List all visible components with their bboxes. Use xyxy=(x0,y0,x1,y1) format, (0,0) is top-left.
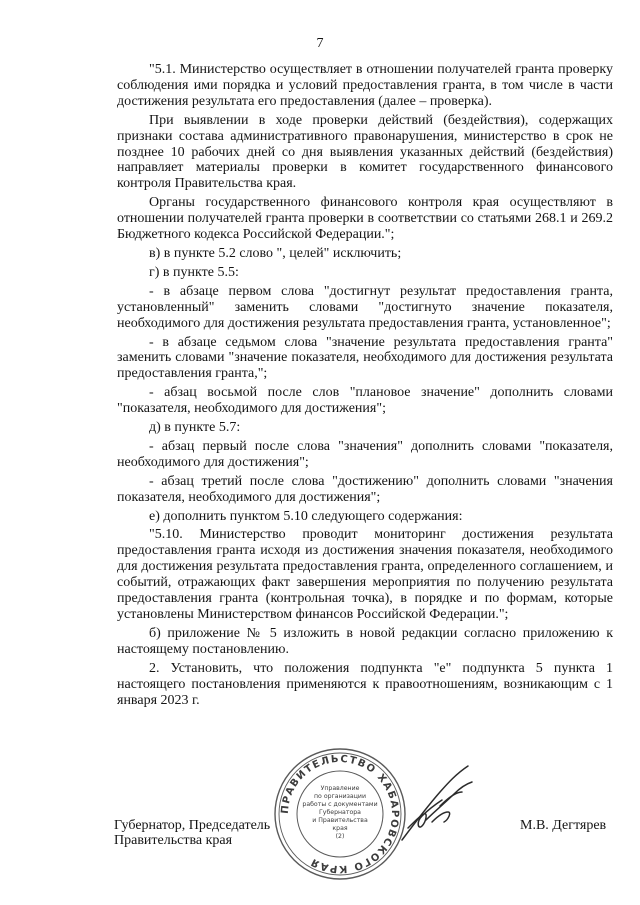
paragraph-5-1: "5.1. Министерство осуществляет в отношении получателей гранта проверку соблюдения ими порядка и условий предоставления гранта, в том числе в части достижения результата его предоставления (далее – проверка). xyxy=(117,62,613,109)
handwritten-signature xyxy=(396,762,480,846)
paragraph-violations: При выявлении в ходе проверки действий (бездействия), содержащих признаки состава административного правонарушения, министерство в срок не позднее 10 рабочих дней со дня выявления указанных действий (бездействия) направляет материалы проверки в комитет государственного финансового контроля Правительства края. xyxy=(117,112,613,192)
paragraph-g-2: - в абзаце седьмом слова "значение результата предоставления гранта" заменить словами "значение показателя, необходимого для достижения результата предоставления гранта,"; xyxy=(117,334,613,382)
page-number: 7 xyxy=(316,36,324,51)
stamp-line: Губернатора xyxy=(319,809,361,816)
stamp-line: и Правительства xyxy=(312,817,368,824)
paragraph-item-g: г) в пункте 5.5: xyxy=(149,264,239,280)
official-stamp xyxy=(272,746,408,882)
stamp-line: по организации xyxy=(314,793,366,800)
stamp-line: Управление xyxy=(320,785,360,792)
stamp-line: (2) xyxy=(335,833,345,840)
signatory-position xyxy=(114,818,270,848)
stamp-ring-text: ПРАВИТЕЛЬСТВО ХАБАРОВСКОГО КРАЯ xyxy=(279,753,401,875)
paragraph-d-1: - абзац первый после слова "значения" дополнить словами "показателя, необходимого для достижения"; xyxy=(117,438,613,470)
paragraph-control-bodies: Органы государственного финансового контроля края осуществляют в отношении получателей гранта проверки в соответствии со статьями 268.1 и 269.2 Бюджетного кодекса Российской Федерации."; xyxy=(117,195,613,243)
paragraph-point-2: 2. Установить, что положения подпункта "е" подпункта 5 пункта 1 настоящего постановления применяются к правоотношениям, возникающим с 1 января 2023 г. xyxy=(117,660,613,708)
document-body xyxy=(117,62,613,711)
paragraph-item-e: е) дополнить пунктом 5.10 следующего содержания: xyxy=(149,508,463,524)
paragraph-item-d: д) в пункте 5.7: xyxy=(149,420,241,436)
stamp-line: края xyxy=(332,825,348,832)
paragraph-item-v: в) в пункте 5.2 слово ", целей" исключить; xyxy=(149,245,402,261)
signatory-position-line1: Губернатор, Председатель xyxy=(114,818,271,833)
paragraph-d-2: - абзац третий после слова "достижению" дополнить словами "значения показателя, необходимого для достижения"; xyxy=(117,473,613,505)
paragraph-5-10: "5.10. Министерство проводит мониторинг достижения результата предоставления гранта исходя из достижения значения показателя, необходимого для достижения результата предоставления гранта, определенного соглашением, и событий, отражающих факт завершения мероприятия по получению результата предоставления гранта (контрольная точка), в порядке и по формам, которые установлены Министерством финансов Российской Федерации."; xyxy=(117,527,613,622)
paragraph-g-3: - абзац восьмой после слов "плановое значение" дополнить словами "показателя, необходимого для достижения"; xyxy=(117,385,613,417)
signatory-name: М.В. Дегтярев xyxy=(520,818,607,833)
paragraph-item-b: б) приложение № 5 изложить в новой редакции согласно приложению к настоящему постановлению. xyxy=(117,625,613,657)
stamp-line: работы с документами xyxy=(302,801,378,808)
signatory-position-line2: Правительства края xyxy=(114,833,233,848)
paragraph-g-1: - в абзаце первом слова "достигнут результат предоставления гранта, установленный" заменить словами "достигнуто значение показателя, необходимого для достижения результата предоставления гранта, установленное"; xyxy=(117,283,613,331)
